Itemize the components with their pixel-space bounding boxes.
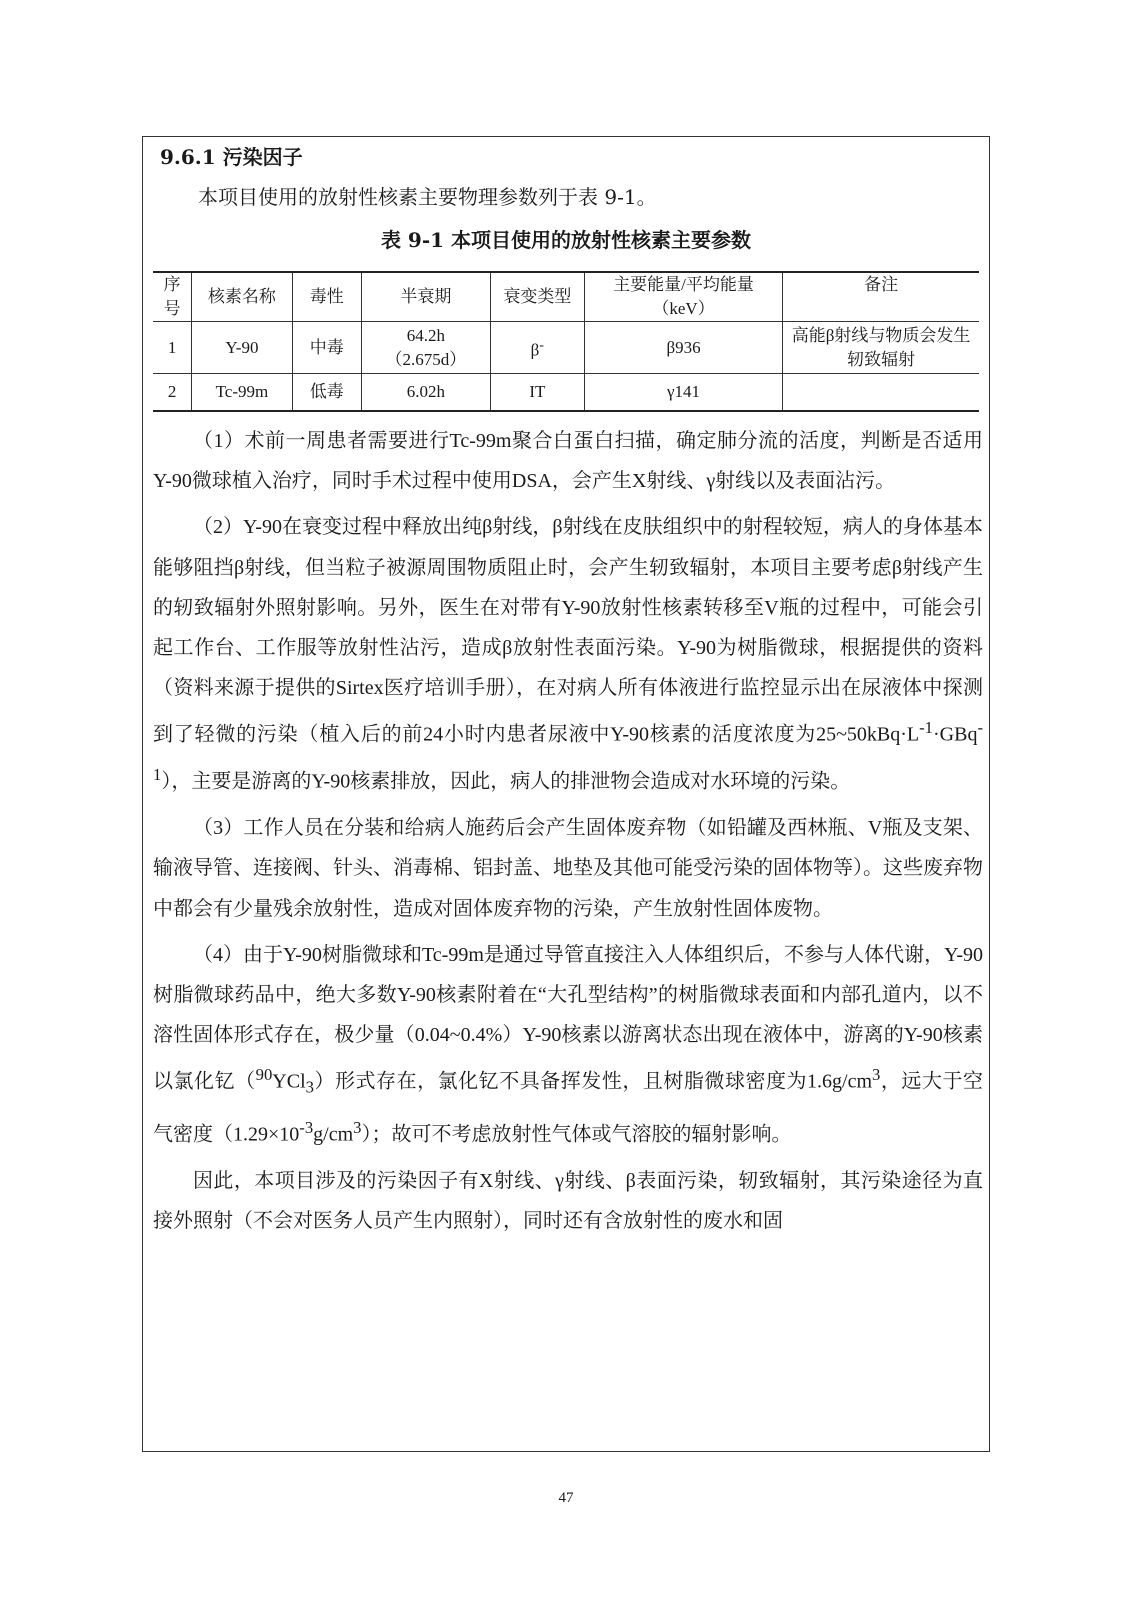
cell-toxicity: 中毒 — [292, 322, 362, 374]
paragraph-4: （4）由于Y-90树脂微球和Tc-99m是通过导管直接注入人体组织后，不参与人体代谢，Y-90树脂微球药品中，绝大多数Y-90核素附着在“大孔型结构”的树脂微球表面和内部孔道内，以不溶性固体形式存在，极少量（0.04~0.4%）Y-90核素以游离状态出现在液体中，游离的Y-90核素以氯化钇（$^{90}$YCl$_3$）形式存在，氯化钇不具备挥发性，且树脂微球密度为$1.6g/cm^3$，远大于空气密度$(1.29\times 10^{-3}g/cm^3)$；故可不考虑放射性气体或气溶胶的辐射影响。 — [153, 943, 983, 1146]
header-no: 序号 — [153, 272, 192, 322]
header-toxicity: 毒性 — [292, 272, 362, 322]
cell-toxicity: 低毒 — [292, 374, 362, 411]
cell-nuclide: Y-90 — [192, 322, 292, 374]
header-energy: 主要能量/平均能量（keV） — [584, 272, 782, 322]
cell-note — [783, 374, 979, 411]
cell-decay-type — [490, 322, 584, 374]
decay-type-sup: - — [539, 336, 545, 353]
header-nuclide: 核素名称 — [192, 272, 292, 322]
cell-no: 2 — [153, 374, 192, 411]
cell-nuclide: Tc-99m — [192, 374, 292, 411]
section-intro: 本项目使用的放射性核素主要物理参数列于表 9-1。 — [198, 185, 657, 209]
body-text — [153, 421, 983, 1247]
paragraph-2: （2）Y-90在衰变过程中释放出纯β射线，β射线在皮肤组织中的射程较短，病人的身体基本能够阻挡β射线，但当粒子被源周围物质阻止时，会产生轫致辐射，本项目主要考虑β射线产生的轫致辐射外照射影响。另外，医生在对带有Y-90放射性核素转移至V瓶的过程中，可能会引起工作台、工作服等放射性沾污，造成β放射性表面污染。Y-90为树脂微球，根据提供的资料（资料来源于提供的Sirtex医疗培训手册），在对病人所有体液进行监控显示出在尿液体中探测到了轻微的污染（植入后的前24小时内患者尿液中Y-90核素的活度浓度为$25\sim 50kBq\cdot L^{-1}\cdot GBq^{-1}$），主要是游离的Y-90核素排放，因此，病人的排泄物会造成对水环境的污染。 — [153, 516, 983, 793]
section-heading: 9.6.1 污染因子 — [160, 145, 303, 169]
cell-decay-type: IT — [490, 374, 584, 411]
table-caption: 表 9-1 本项目使用的放射性核素主要参数 — [380, 228, 752, 252]
cell-energy: γ141 — [584, 374, 782, 411]
cell-no: 1 — [153, 322, 192, 374]
header-decay-type: 衰变类型 — [490, 272, 584, 322]
paragraph-1: （1）术前一周患者需要进行Tc-99m聚合白蛋白扫描，确定肺分流的活度，判断是否适用Y-90微球植入治疗，同时手术过程中使用DSA，会产生X射线、γ射线以及表面沾污。 — [153, 430, 983, 493]
half-life-days: （2.675d） — [385, 349, 467, 369]
cell-note: 高能β射线与物质会发生轫致辐射 — [783, 322, 979, 374]
header-half-life: 半衰期 — [362, 272, 491, 322]
page-number: 47 — [558, 1490, 574, 1506]
cell-half-life — [362, 322, 491, 374]
paragraph-5: 因此，本项目涉及的污染因子有X射线、γ射线、β表面污染，轫致辐射，其污染途径为直接外照射（不会对医务人员产生内照射），同时还有含放射性的废水和固 — [153, 1170, 983, 1233]
header-note: 备注 — [783, 272, 979, 322]
cell-energy: β936 — [584, 322, 782, 374]
decay-type-text: β — [530, 340, 540, 360]
paragraph-3: （3）工作人员在分装和给病人施药后会产生固体废弃物（如铅罐及西林瓶、V瓶及支架、输液导管、连接阀、针头、消毒棉、铝封盖、地垫及其他可能受污染的固体物等）。这些废弃物中都会有少量残余放射性，造成对固体废弃物的污染，产生放射性固体废物。 — [153, 817, 983, 920]
table-header-row — [153, 272, 979, 322]
table-row — [153, 374, 979, 411]
half-life-hours: 64.2h — [406, 325, 446, 345]
table-row — [153, 322, 979, 374]
cell-half-life: 6.02h — [362, 374, 491, 411]
nuclide-params-table — [153, 271, 979, 412]
